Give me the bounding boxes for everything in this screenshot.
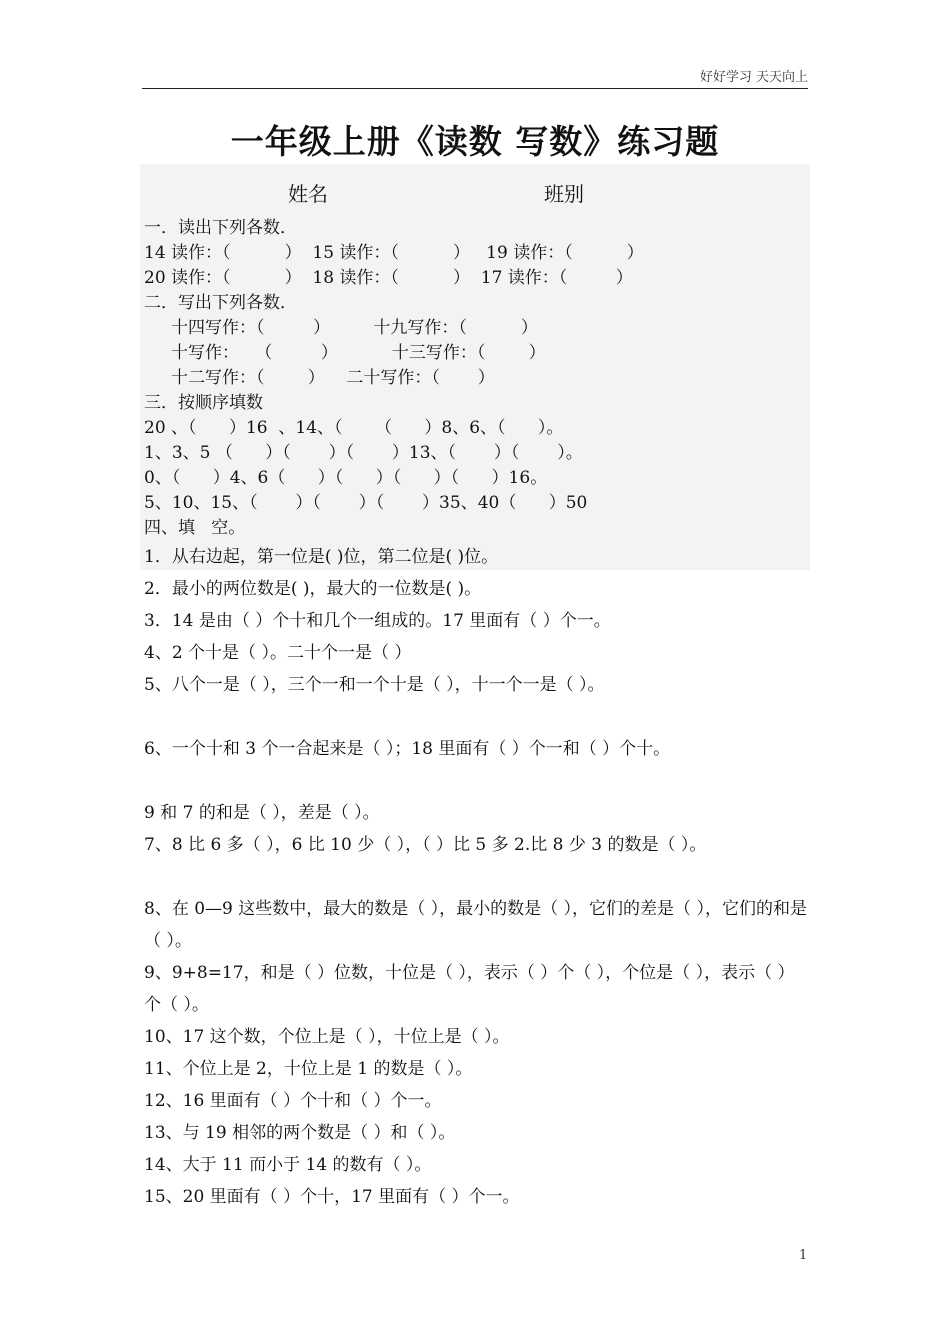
fill-blank-item: 5、八个一是（ ），三个一和一个十是（ ），十一个一是（ ）。: [144, 675, 605, 695]
fill-blank-item: 3．14 是由（ ）个十和几个一组成的。17 里面有（ ）个一。: [144, 611, 611, 631]
section-1-row: 14 读作：（ ） 15 读作：（ ） 19 读作：（ ）: [144, 243, 644, 263]
class-label: 班别: [544, 182, 584, 206]
fill-blank-item: 12、16 里面有（ ）个十和（ ）个一。: [144, 1091, 442, 1111]
fill-blank-item: 10、17 这个数，个位上是（ ），十位上是（ ）。: [144, 1027, 510, 1047]
fill-blank-item: 9、9+8=17，和是（ ）位数，十位是（ ），表示（ ）个（ ），个位是（ ），表示（ ）个（ ）。: [144, 963, 795, 1015]
fill-blank-item: 14、大于 11 而小于 14 的数有（ ）。: [144, 1155, 432, 1175]
fill-blank-item: 11、个位上是 2，十位上是 1 的数是（ ）。: [144, 1059, 473, 1079]
fill-blank-item: 2．最小的两位数是( )，最大的一位数是( )。: [144, 579, 482, 599]
section-2-heading: 二．写出下列各数．: [144, 293, 297, 313]
section-3-row: 1、3、5 （ ）（ ）（ ）13、（ ）（ ）。: [144, 443, 583, 463]
section-2-row: 十四写作：（ ） 十九写作：（ ）: [144, 318, 538, 338]
fill-blank-item: 13、与 19 相邻的两个数是（ ）和（ ）。: [144, 1123, 456, 1143]
section-3-row: 20 、（ ）16 、14、（ （ ）8、6、（ ）。: [144, 418, 564, 438]
fill-blank-item: 4、2 个十是（ ）。二十个一是（ ）: [144, 643, 412, 663]
section-2-row: 十写作： （ ） 十三写作：（ ）: [144, 343, 546, 363]
section-3-row: 5、10、15、（ ）（ ）（ ）35、40（ ）50: [144, 493, 588, 513]
section-2-row: 十二写作：（ ） 二十写作：（ ）: [144, 368, 495, 388]
fill-blank-item: 15、20 里面有（ ）个十，17 里面有（ ）个一。: [144, 1187, 520, 1207]
section-1-row: 20 读作：（ ） 18 读作：（ ） 17 读作：（ ）: [144, 268, 633, 288]
fill-blank-item: 1．从右边起，第一位是( )位，第二位是( )位。: [144, 547, 499, 567]
page-number: 1: [799, 1248, 808, 1263]
name-label: 姓名: [288, 182, 328, 206]
fill-blank-item: 8、在 0—9 这些数中，最大的数是（ ），最小的数是（ ），它们的差是（ ），它们的和是（ ）。: [144, 899, 807, 951]
section-3-row: 0、（ ）4、6（ ）（ ）（ ）（ ）16。: [144, 468, 548, 488]
fill-blank-item: 7、8 比 6 多（ ），6 比 10 少（ ），（ ）比 5 多 2.比 8 少 3 的数是（ ）。: [144, 835, 707, 855]
fill-blank-item: 6、一个十和 3 个一合起来是（ ）；18 里面有（ ）个一和（ ）个十。: [144, 739, 671, 759]
header-rule: [142, 88, 808, 89]
section-1-heading: 一．读出下列各数．: [144, 218, 297, 238]
fill-blank-item: 9 和 7 的和是（ ），差是（ ）。: [144, 803, 380, 823]
section-4-heading: 四、填 空。: [144, 518, 246, 538]
section-3-heading: 三．按顺序填数: [144, 393, 263, 413]
page-header-motto: 好好学习 天天向上: [699, 70, 808, 85]
worksheet-title: 一年级上册《读数 写数》练习题: [230, 122, 720, 161]
